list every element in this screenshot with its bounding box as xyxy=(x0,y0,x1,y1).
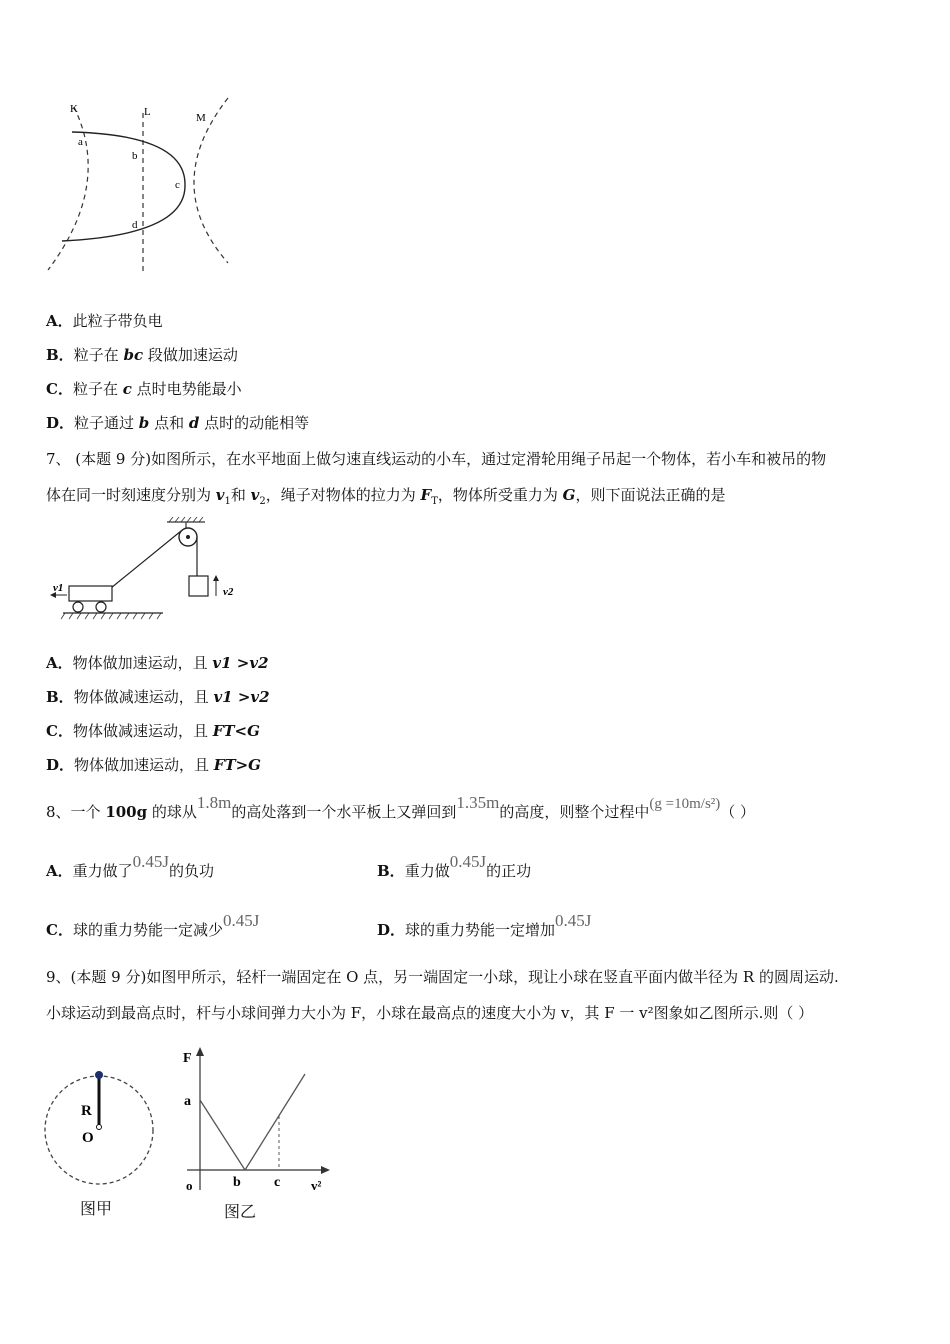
graph-line-up xyxy=(245,1074,305,1170)
q6-option-d xyxy=(46,413,309,433)
q8-height-2: 1.35m xyxy=(456,793,500,812)
caption-figure-b: 图乙 xyxy=(224,1202,257,1221)
particle-trajectory xyxy=(62,132,185,241)
q8-text-1: 8、一个 xyxy=(46,803,106,821)
q7-var-v1: v xyxy=(215,486,225,504)
q7-text-a: 体在同一时刻速度分别为 xyxy=(46,486,216,504)
q6-option-c-text2: 点时电势能最小 xyxy=(131,380,242,398)
q8-option-a xyxy=(46,852,215,881)
v2-label: v2 xyxy=(223,586,234,598)
q6-option-c-var: c xyxy=(122,380,132,398)
q7-var-v2: v xyxy=(250,486,260,504)
q7-stem-line2 xyxy=(46,485,725,508)
q7-var-f: F xyxy=(420,486,432,504)
q8-option-d xyxy=(377,911,592,940)
q7-option-b-expr: v1 >v2 xyxy=(213,688,270,706)
q7-option-d-expr: FT>G xyxy=(213,756,261,774)
q7-option-a-expr: v1 >v2 xyxy=(212,654,269,672)
pivot-o xyxy=(97,1125,102,1130)
q8-stem xyxy=(46,793,756,823)
q8-option-d-pre: 球的重力势能一定增加 xyxy=(405,921,556,939)
q7-sub-2: 2 xyxy=(259,496,266,507)
q7-option-a-key: A． xyxy=(46,654,73,672)
equipotential-k xyxy=(48,107,88,270)
q8-option-c xyxy=(46,911,260,940)
q6-option-b-text2: 段做加速运动 xyxy=(143,346,238,364)
label-v2: v² xyxy=(311,1178,322,1193)
q8-option-a-value: 0.45J xyxy=(132,852,170,871)
q8-option-b-post: 的正功 xyxy=(486,862,532,880)
q7-option-a xyxy=(46,653,269,673)
q8-option-b-key: B． xyxy=(377,862,405,880)
q7-stem-text1: 7、 (本题 9 分)如图所示，在水平地面上做匀速直线运动的小车，通过定滑轮用绳子吊起一个物体，若小车和被吊的物 xyxy=(46,450,827,468)
q8-option-c-pre: 球的重力势能一定减少 xyxy=(72,921,223,939)
q6-option-d-text: 粒子通过 xyxy=(74,414,139,432)
q6-option-a-key: A． xyxy=(46,312,73,330)
label-d: d xyxy=(132,219,138,231)
q6-option-c-key: C． xyxy=(46,380,73,398)
field-trajectory-figure xyxy=(40,95,240,280)
q8-text-3: 的高处落到一个水平板上又弹回到 xyxy=(231,803,457,821)
ball xyxy=(95,1071,103,1079)
q6-option-c xyxy=(46,379,242,399)
q6-option-d-var2: d xyxy=(188,414,200,432)
cart-wheel-right xyxy=(96,602,106,612)
q7-text-d: ，物体所受重力为 xyxy=(437,486,563,504)
q8-blank: （ ） xyxy=(720,803,756,821)
label-m: M xyxy=(196,112,206,124)
q7-option-c-text: 物体做减速运动，且 xyxy=(72,722,213,740)
q6-option-d-text3: 点时的动能相等 xyxy=(199,414,310,432)
q7-text-c: ，绳子对物体的拉力为 xyxy=(265,486,421,504)
q9-stem-text2: 小球运动到最高点时，杆与小球间弹力大小为 F，小球在最高点的速度大小为 v，其 F 一 v²图象如乙图所示.则（ ） xyxy=(46,1004,814,1022)
rope-to-cart xyxy=(111,531,181,588)
q7-option-b-key: B． xyxy=(46,688,74,706)
q6-option-b-key: B． xyxy=(46,346,74,364)
q6-option-d-key: D． xyxy=(46,414,75,432)
q8-option-b-value: 0.45J xyxy=(449,852,487,871)
q6-option-b-var: bc xyxy=(123,346,144,364)
label-b: b xyxy=(132,150,138,162)
label-f: F xyxy=(183,1051,192,1066)
q6-option-b xyxy=(46,345,238,365)
label-c-tick: c xyxy=(274,1175,281,1190)
q7-option-d-key: D． xyxy=(46,756,75,774)
label-o: O xyxy=(82,1130,94,1146)
q7-option-c-key: C． xyxy=(46,722,73,740)
q8-option-c-value: 0.45J xyxy=(222,911,260,930)
q7-option-b xyxy=(46,687,270,707)
q8-mass: 100g xyxy=(105,803,148,821)
hanging-block xyxy=(189,576,208,596)
label-origin: o xyxy=(186,1178,193,1193)
q8-text-2: 的球从 xyxy=(147,803,197,821)
q7-option-a-text: 物体做加速运动，且 xyxy=(72,654,213,672)
label-k: K xyxy=(70,103,78,115)
q6-option-d-text2: 点和 xyxy=(149,414,189,432)
q6-option-a xyxy=(46,311,163,331)
q7-stem-line1 xyxy=(46,449,826,469)
q8-gravity: (g =10m/s²) xyxy=(649,796,721,812)
q6-option-b-text: 粒子在 xyxy=(73,346,124,364)
q9-stem-line2 xyxy=(46,1003,813,1023)
q7-sub-t: T xyxy=(431,496,438,507)
q7-option-c-expr: FT<G xyxy=(212,722,260,740)
q6-option-d-var1: b xyxy=(138,414,150,432)
q8-option-a-post: 的负功 xyxy=(169,862,215,880)
q8-option-c-key: C． xyxy=(46,921,73,939)
cart-wheel-left xyxy=(73,602,83,612)
label-l: L xyxy=(144,106,151,118)
q7-option-b-text: 物体做减速运动，且 xyxy=(73,688,214,706)
label-a: a xyxy=(78,136,83,148)
q7-text-e: ，则下面说法正确的是 xyxy=(575,486,726,504)
q8-option-b-pre: 重力做 xyxy=(404,862,450,880)
ceiling-hatch xyxy=(169,517,203,522)
cart-body xyxy=(69,586,112,601)
q8-option-d-value: 0.45J xyxy=(555,911,592,930)
caption-figure-a: 图甲 xyxy=(80,1199,113,1218)
q7-var-g: G xyxy=(562,486,576,504)
label-r: R xyxy=(81,1103,92,1119)
q8-height-1: 1.8m xyxy=(196,793,232,812)
q7-text-b: 和 xyxy=(230,486,251,504)
q6-option-c-text: 粒子在 xyxy=(72,380,123,398)
q9-stem-line1 xyxy=(46,967,839,987)
q7-option-d xyxy=(46,755,261,775)
graph-line-down xyxy=(200,1100,245,1170)
q9-stem-text1: 9、(本题 9 分)如图甲所示，轻杆一端固定在 O 点，另一端固定一小球，现让小球在竖直平面内做半径为 R 的圆周运动. xyxy=(46,968,839,986)
label-a-intercept: a xyxy=(184,1094,191,1109)
f-v2-graph xyxy=(175,1040,340,1200)
q8-option-a-key: A． xyxy=(46,862,73,880)
q8-text-4: 的高度，则整个过程中 xyxy=(499,803,650,821)
q6-option-a-text: 此粒子带负电 xyxy=(72,312,163,330)
label-c: c xyxy=(175,179,180,191)
ground-hatch xyxy=(61,613,161,619)
q7-option-c xyxy=(46,721,260,741)
cart-pulley-figure xyxy=(45,515,245,625)
q8-option-a-pre: 重力做了 xyxy=(72,862,133,880)
q8-option-d-key: D． xyxy=(377,921,406,939)
v1-label: v1 xyxy=(53,582,64,594)
label-b-intercept: b xyxy=(233,1175,241,1190)
q8-option-b xyxy=(377,852,532,881)
q7-option-d-text: 物体做加速运动，且 xyxy=(74,756,214,774)
q7-sub-1: 1 xyxy=(224,496,231,507)
